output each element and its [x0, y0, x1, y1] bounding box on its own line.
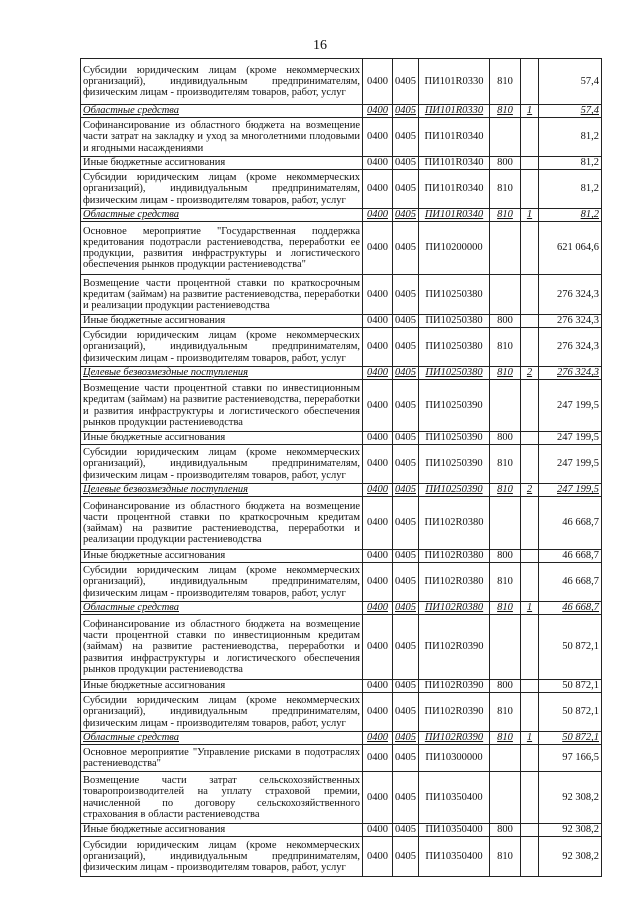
- row-amount: 92 308,2: [539, 772, 602, 824]
- row-funding-source: [521, 693, 539, 732]
- row-amount: 276 324,3: [539, 367, 602, 380]
- row-subsection-code: 0405: [393, 222, 419, 275]
- row-name: Иные бюджетные ассигнования: [81, 680, 363, 693]
- row-name: Основное мероприятие "Управление рисками в подотраслях растениеводства": [81, 745, 363, 772]
- row-name: Субсидии юридическим лицам (кроме некоммерческих организаций), индивидуальным предпринимателям, физическим лицам - производителям товаров, работ, услуг: [81, 170, 363, 209]
- row-name: Иные бюджетные ассигнования: [81, 432, 363, 445]
- row-amount: 276 324,3: [539, 315, 602, 328]
- row-section-code: 0400: [363, 497, 393, 550]
- row-amount: 81,2: [539, 118, 602, 157]
- row-subsection-code: 0405: [393, 824, 419, 837]
- row-section-code: 0400: [363, 209, 393, 222]
- row-target-article: ПИ101R0340: [419, 157, 490, 170]
- row-subsection-code: 0405: [393, 157, 419, 170]
- row-name: Субсидии юридическим лицам (кроме некоммерческих организаций), индивидуальным предпринимателям, физическим лицам - производителям товаров, работ, услуг: [81, 59, 363, 105]
- row-subsection-code: 0405: [393, 563, 419, 602]
- table-row: [81, 602, 602, 615]
- row-subsection-code: 0405: [393, 432, 419, 445]
- row-expense-type: [490, 222, 521, 275]
- row-funding-source: 2: [521, 484, 539, 497]
- row-funding-source: [521, 745, 539, 772]
- row-subsection-code: 0405: [393, 497, 419, 550]
- row-subsection-code: 0405: [393, 445, 419, 484]
- row-name: Субсидии юридическим лицам (кроме некоммерческих организаций), индивидуальным предпринимателям, физическим лицам - производителям товаров, работ, услуг: [81, 693, 363, 732]
- row-subsection-code: 0405: [393, 745, 419, 772]
- table-row: [81, 118, 602, 157]
- row-expense-type: 810: [490, 170, 521, 209]
- row-name: Софинансирование из областного бюджета на возмещение части затрат на закладку и уход за многолетними плодовыми и ягодными насаждениями: [81, 118, 363, 157]
- row-funding-source: [521, 497, 539, 550]
- row-expense-type: 810: [490, 445, 521, 484]
- row-target-article: ПИ10250380: [419, 315, 490, 328]
- row-amount: 81,2: [539, 157, 602, 170]
- row-name: Иные бюджетные ассигнования: [81, 824, 363, 837]
- table-row: [81, 157, 602, 170]
- row-amount: 57,4: [539, 59, 602, 105]
- row-target-article: ПИ10250380: [419, 275, 490, 315]
- table-row: [81, 315, 602, 328]
- row-expense-type: 810: [490, 693, 521, 732]
- table-row: [81, 550, 602, 563]
- row-name: Областные средства: [81, 732, 363, 745]
- row-name: Областные средства: [81, 209, 363, 222]
- row-target-article: ПИ10350400: [419, 824, 490, 837]
- row-funding-source: [521, 380, 539, 432]
- row-expense-type: [490, 615, 521, 680]
- row-amount: 46 668,7: [539, 550, 602, 563]
- row-subsection-code: 0405: [393, 615, 419, 680]
- row-expense-type: [490, 275, 521, 315]
- row-name: Областные средства: [81, 105, 363, 118]
- row-amount: 46 668,7: [539, 602, 602, 615]
- row-subsection-code: 0405: [393, 59, 419, 105]
- row-subsection-code: 0405: [393, 380, 419, 432]
- row-subsection-code: 0405: [393, 680, 419, 693]
- row-target-article: ПИ102R0380: [419, 563, 490, 602]
- row-subsection-code: 0405: [393, 315, 419, 328]
- table-row: [81, 275, 602, 315]
- row-funding-source: 1: [521, 732, 539, 745]
- row-amount: 50 872,1: [539, 680, 602, 693]
- row-expense-type: 810: [490, 484, 521, 497]
- row-subsection-code: 0405: [393, 732, 419, 745]
- row-funding-source: [521, 222, 539, 275]
- row-amount: 46 668,7: [539, 563, 602, 602]
- row-amount: 57,4: [539, 105, 602, 118]
- row-section-code: 0400: [363, 732, 393, 745]
- row-section-code: 0400: [363, 380, 393, 432]
- row-subsection-code: 0405: [393, 772, 419, 824]
- table-row: [81, 772, 602, 824]
- row-expense-type: 800: [490, 550, 521, 563]
- table-row: [81, 745, 602, 772]
- row-amount: 50 872,1: [539, 732, 602, 745]
- row-section-code: 0400: [363, 170, 393, 209]
- row-target-article: ПИ102R0380: [419, 497, 490, 550]
- row-expense-type: 800: [490, 824, 521, 837]
- row-name: Субсидии юридическим лицам (кроме некоммерческих организаций), индивидуальным предпринимателям, физическим лицам - производителям товаров, работ, услуг: [81, 445, 363, 484]
- table-row: [81, 328, 602, 367]
- row-subsection-code: 0405: [393, 837, 419, 877]
- row-funding-source: [521, 157, 539, 170]
- row-funding-source: 1: [521, 602, 539, 615]
- table-row: [81, 615, 602, 680]
- row-section-code: 0400: [363, 275, 393, 315]
- row-subsection-code: 0405: [393, 484, 419, 497]
- row-subsection-code: 0405: [393, 328, 419, 367]
- row-section-code: 0400: [363, 824, 393, 837]
- row-funding-source: [521, 563, 539, 602]
- row-section-code: 0400: [363, 615, 393, 680]
- row-name: Субсидии юридическим лицам (кроме некоммерческих организаций), индивидуальным предпринимателям, физическим лицам - производителям товаров, работ, услуг: [81, 328, 363, 367]
- row-funding-source: [521, 118, 539, 157]
- row-name: Иные бюджетные ассигнования: [81, 550, 363, 563]
- row-funding-source: 1: [521, 209, 539, 222]
- row-target-article: ПИ10350400: [419, 837, 490, 877]
- row-section-code: 0400: [363, 328, 393, 367]
- row-amount: 46 668,7: [539, 497, 602, 550]
- row-expense-type: 810: [490, 328, 521, 367]
- row-name: Иные бюджетные ассигнования: [81, 157, 363, 170]
- row-expense-type: 810: [490, 209, 521, 222]
- row-expense-type: [490, 745, 521, 772]
- row-name: Софинансирование из областного бюджета на возмещение части процентной ставки по инвестиционным кредитам (займам) на развитие растениеводства, переработки и развития инфраструктуры и логистического обеспечения рынков продукции растениеводства: [81, 615, 363, 680]
- row-subsection-code: 0405: [393, 118, 419, 157]
- budget-table: [80, 58, 602, 877]
- row-section-code: 0400: [363, 550, 393, 563]
- row-target-article: ПИ102R0390: [419, 693, 490, 732]
- row-funding-source: [521, 315, 539, 328]
- row-subsection-code: 0405: [393, 275, 419, 315]
- row-section-code: 0400: [363, 59, 393, 105]
- row-subsection-code: 0405: [393, 170, 419, 209]
- row-name: Целевые безвозмездные поступления: [81, 484, 363, 497]
- table-row: [81, 484, 602, 497]
- page-number: 16: [313, 38, 327, 53]
- table-row: [81, 563, 602, 602]
- table-row: [81, 209, 602, 222]
- row-funding-source: [521, 432, 539, 445]
- row-target-article: ПИ102R0390: [419, 615, 490, 680]
- row-target-article: ПИ10200000: [419, 222, 490, 275]
- row-expense-type: 810: [490, 732, 521, 745]
- row-target-article: ПИ10250380: [419, 367, 490, 380]
- row-expense-type: 810: [490, 367, 521, 380]
- row-target-article: ПИ10350400: [419, 772, 490, 824]
- row-expense-type: 810: [490, 602, 521, 615]
- row-funding-source: [521, 550, 539, 563]
- row-target-article: ПИ10250390: [419, 432, 490, 445]
- row-target-article: ПИ10250390: [419, 380, 490, 432]
- row-funding-source: [521, 772, 539, 824]
- row-amount: 92 308,2: [539, 837, 602, 877]
- row-target-article: ПИ10250390: [419, 484, 490, 497]
- row-section-code: 0400: [363, 315, 393, 328]
- table-row: [81, 693, 602, 732]
- table-row: [81, 222, 602, 275]
- row-expense-type: 810: [490, 105, 521, 118]
- row-section-code: 0400: [363, 222, 393, 275]
- row-section-code: 0400: [363, 693, 393, 732]
- row-name: Возмещение части процентной ставки по краткосрочным кредитам (займам) на развитие растениеводства, переработки и реализации продукции растениеводства: [81, 275, 363, 315]
- row-funding-source: [521, 837, 539, 877]
- row-amount: 621 064,6: [539, 222, 602, 275]
- row-subsection-code: 0405: [393, 602, 419, 615]
- row-name: Иные бюджетные ассигнования: [81, 315, 363, 328]
- row-amount: 50 872,1: [539, 615, 602, 680]
- row-name: Целевые безвозмездные поступления: [81, 367, 363, 380]
- row-target-article: ПИ102R0380: [419, 550, 490, 563]
- row-expense-type: 810: [490, 563, 521, 602]
- table-row: [81, 367, 602, 380]
- row-target-article: ПИ101R0330: [419, 105, 490, 118]
- row-amount: 247 199,5: [539, 445, 602, 484]
- row-subsection-code: 0405: [393, 105, 419, 118]
- row-expense-type: [490, 497, 521, 550]
- row-name: Возмещение части процентной ставки по инвестиционным кредитам (займам) на развитие растениеводства, переработки и развития инфраструктуры и логистического обеспечения рынков продукции растениеводства: [81, 380, 363, 432]
- row-funding-source: [521, 680, 539, 693]
- row-amount: 81,2: [539, 209, 602, 222]
- row-section-code: 0400: [363, 837, 393, 877]
- row-funding-source: [521, 275, 539, 315]
- row-section-code: 0400: [363, 105, 393, 118]
- row-funding-source: [521, 328, 539, 367]
- row-section-code: 0400: [363, 118, 393, 157]
- row-section-code: 0400: [363, 563, 393, 602]
- row-funding-source: 1: [521, 105, 539, 118]
- row-target-article: ПИ101R0330: [419, 59, 490, 105]
- row-subsection-code: 0405: [393, 550, 419, 563]
- row-name: Субсидии юридическим лицам (кроме некоммерческих организаций), индивидуальным предпринимателям, физическим лицам - производителям товаров, работ, услуг: [81, 837, 363, 877]
- row-name: Субсидии юридическим лицам (кроме некоммерческих организаций), индивидуальным предпринимателям, физическим лицам - производителям товаров, работ, услуг: [81, 563, 363, 602]
- row-name: Возмещение части затрат сельскохозяйственных товаропроизводителей на уплату страховой премии, начисленной по договору сельскохозяйственного страхования в области растениеводства: [81, 772, 363, 824]
- row-amount: 50 872,1: [539, 693, 602, 732]
- row-expense-type: 800: [490, 157, 521, 170]
- row-amount: 92 308,2: [539, 824, 602, 837]
- row-name: Софинансирование из областного бюджета на возмещение части процентной ставки по краткосрочным кредитам (займам) на развитие растениеводства, переработки и реализации продукции растениеводства: [81, 497, 363, 550]
- row-target-article: ПИ101R0340: [419, 118, 490, 157]
- row-expense-type: [490, 772, 521, 824]
- row-target-article: ПИ102R0390: [419, 732, 490, 745]
- table-row: [81, 59, 602, 105]
- table-row: [81, 432, 602, 445]
- row-expense-type: [490, 380, 521, 432]
- row-amount: 247 199,5: [539, 380, 602, 432]
- row-section-code: 0400: [363, 157, 393, 170]
- row-expense-type: 810: [490, 837, 521, 877]
- row-target-article: ПИ102R0390: [419, 680, 490, 693]
- row-name: Областные средства: [81, 602, 363, 615]
- row-amount: 247 199,5: [539, 484, 602, 497]
- row-amount: 276 324,3: [539, 328, 602, 367]
- table-row: [81, 837, 602, 877]
- table-row: [81, 445, 602, 484]
- row-subsection-code: 0405: [393, 693, 419, 732]
- row-target-article: ПИ101R0340: [419, 170, 490, 209]
- row-target-article: ПИ102R0380: [419, 602, 490, 615]
- table-row: [81, 680, 602, 693]
- row-section-code: 0400: [363, 680, 393, 693]
- row-section-code: 0400: [363, 367, 393, 380]
- row-target-article: ПИ10250380: [419, 328, 490, 367]
- row-amount: 97 166,5: [539, 745, 602, 772]
- row-section-code: 0400: [363, 772, 393, 824]
- row-expense-type: 800: [490, 315, 521, 328]
- table-row: [81, 824, 602, 837]
- table-row: [81, 732, 602, 745]
- row-section-code: 0400: [363, 602, 393, 615]
- row-funding-source: 2: [521, 367, 539, 380]
- row-funding-source: [521, 59, 539, 105]
- row-section-code: 0400: [363, 445, 393, 484]
- table-row: [81, 380, 602, 432]
- row-expense-type: 800: [490, 432, 521, 445]
- row-section-code: 0400: [363, 432, 393, 445]
- row-funding-source: [521, 170, 539, 209]
- row-section-code: 0400: [363, 484, 393, 497]
- row-amount: 276 324,3: [539, 275, 602, 315]
- table-row: [81, 105, 602, 118]
- row-section-code: 0400: [363, 745, 393, 772]
- row-subsection-code: 0405: [393, 209, 419, 222]
- row-amount: 81,2: [539, 170, 602, 209]
- row-target-article: ПИ10250390: [419, 445, 490, 484]
- row-expense-type: 810: [490, 59, 521, 105]
- row-amount: 247 199,5: [539, 432, 602, 445]
- row-funding-source: [521, 445, 539, 484]
- row-name: Основное мероприятие "Государственная поддержка кредитования подотрасли растениеводства, переработки ее продукции, развития инфраструктуры и логистического обеспечения рынков продукции растениеводства": [81, 222, 363, 275]
- table-row: [81, 497, 602, 550]
- row-expense-type: 800: [490, 680, 521, 693]
- row-target-article: ПИ10300000: [419, 745, 490, 772]
- row-funding-source: [521, 615, 539, 680]
- row-expense-type: [490, 118, 521, 157]
- row-funding-source: [521, 824, 539, 837]
- row-target-article: ПИ101R0340: [419, 209, 490, 222]
- row-subsection-code: 0405: [393, 367, 419, 380]
- table-row: [81, 170, 602, 209]
